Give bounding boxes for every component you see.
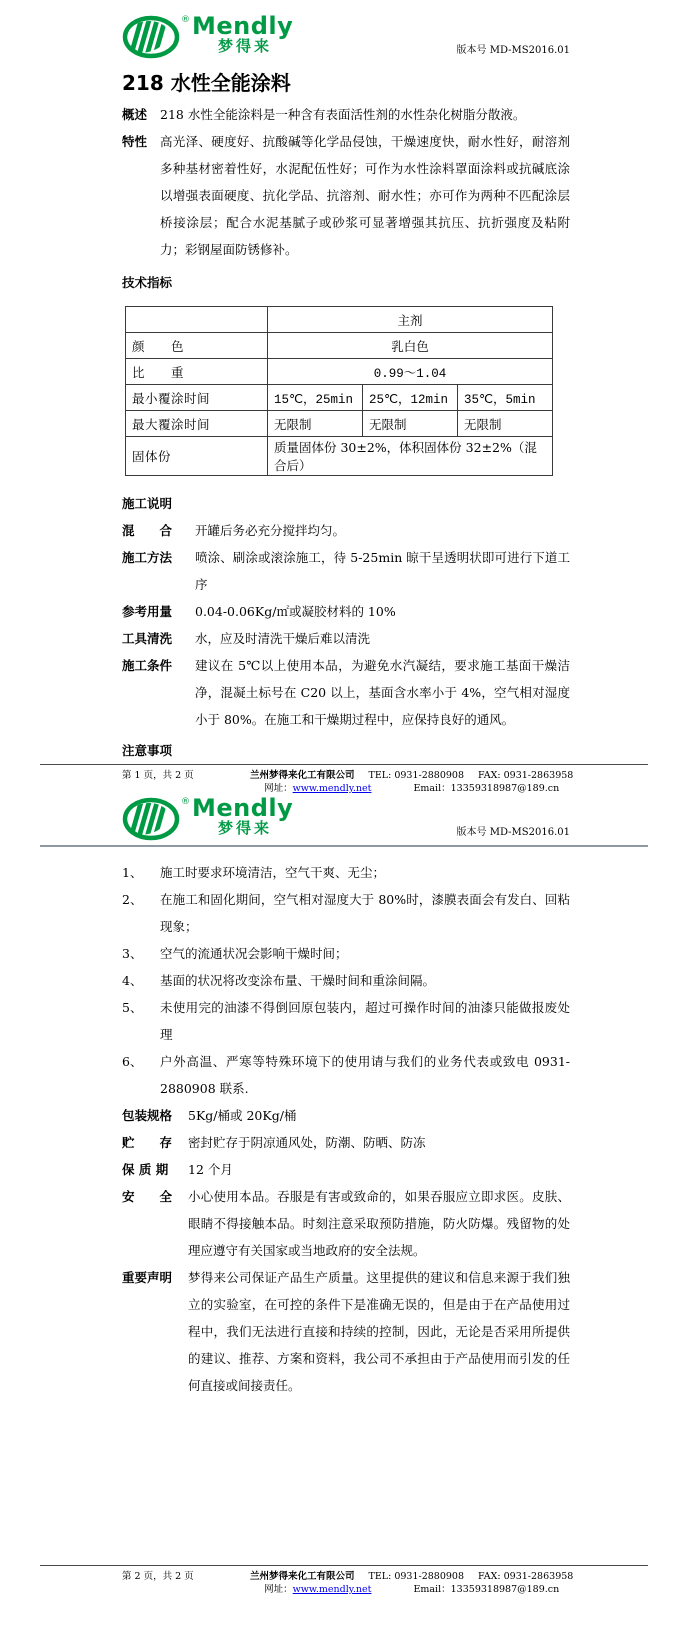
solids-value-cell: 质量固体份 30±2%，体积固体份 32±2%（混合后） <box>268 437 553 476</box>
field-packaging <box>122 1102 570 1129</box>
registered-mark: ® <box>181 797 190 807</box>
note-number: 1、 <box>122 865 143 880</box>
note-text: 在施工和固化期间，空气相对湿度大于 80%时，漆膜表面会有发白、回粘现象； <box>160 892 570 934</box>
email-row <box>413 1583 559 1596</box>
mendly-logo <box>122 12 294 59</box>
color-label-cell: 颜 色 <box>126 333 268 359</box>
gravity-label-cell: 比 重 <box>126 359 268 385</box>
field-storage <box>122 1129 570 1156</box>
construction-item-cleaning <box>122 625 570 652</box>
page-header <box>122 782 570 841</box>
storage-label: 贮 存 <box>122 1135 173 1150</box>
field-safety <box>122 1183 570 1264</box>
footer-divider <box>40 764 648 765</box>
version-label: 版本号 MD-MS2016.01 <box>456 45 570 56</box>
header-divider <box>40 845 648 847</box>
note-item-6 <box>122 1048 570 1102</box>
mendly-logo-icon <box>122 797 180 841</box>
field-disclaimer <box>122 1264 570 1399</box>
features-text: 高光泽、硬度好、抗酸碱等化学品侵蚀，干燥速度快，耐水性好，耐溶剂多种基材密着性好，水泥配伍性好；可作为水性涂料罩面涂料或抗碱底涂以增强表面硬度、抗化学品、抗溶剂、耐水性；亦可作为两种不匹配涂层桥接涂层；配合水泥基腻子或砂浆可显著增强其抗压、抗折强度及粘附力；彩钢屋面防锈修补。 <box>160 134 570 257</box>
note-number: 3、 <box>122 946 143 961</box>
page2-footer <box>122 1565 574 1638</box>
footer-company-block <box>250 1570 573 1596</box>
packaging-text: 5Kg/桶或 20Kg/桶 <box>188 1108 297 1123</box>
conditions-text: 建议在 5℃以上使用本品，为避免水汽凝结，要求施工基面干燥洁净，混凝土标号在 C20 以上，基面含水率小于 4%，空气相对湿度小于 80%。在施工和干燥期过程中，应保持良好的通风。 <box>195 658 570 727</box>
logo-text <box>192 794 294 837</box>
page-title: 218 水性全能涂料 <box>122 71 291 95</box>
main-agent-header-cell: 主剂 <box>268 307 553 333</box>
table-row-max-recoat <box>126 411 553 437</box>
note-number: 6、 <box>122 1054 143 1069</box>
color-value-cell: 乳白色 <box>268 333 553 359</box>
table-row-color <box>126 333 553 359</box>
note-text: 空气的流通状况会影响干燥时间； <box>160 946 348 961</box>
email-address: 13359318987@189.cn <box>450 783 560 794</box>
mendly-logo <box>122 794 294 841</box>
note-text: 户外高温、严寒等特殊环境下的使用请与我们的业务代表或致电 0931-2880908 联系. <box>160 1054 570 1096</box>
website-label: 网址： <box>264 783 293 794</box>
note-item-2 <box>122 886 570 940</box>
min-recoat-35c-cell: 35℃，5min <box>458 385 553 411</box>
page-1 <box>0 0 687 794</box>
mixing-text: 开罐后务必充分搅拌均匀。 <box>195 523 346 538</box>
company-name: 兰州梦得来化工有限公司 <box>250 1571 355 1582</box>
overview-row <box>122 101 570 128</box>
field-shelf-life <box>122 1156 570 1183</box>
brand-name: Mendly <box>192 12 294 40</box>
min-recoat-label-cell: 最小覆涂时间 <box>126 385 268 411</box>
tech-specs-heading: 技术指标 <box>122 275 173 290</box>
table-row-solids <box>126 437 553 476</box>
max-recoat-25c-cell: 无限制 <box>363 411 458 437</box>
version-label: 版本号 MD-MS2016.01 <box>456 827 570 838</box>
shelf-life-label: 保 质 期 <box>122 1162 169 1177</box>
construction-item-conditions <box>122 652 570 733</box>
note-number: 5、 <box>122 1000 143 1015</box>
overview-label: 概述 <box>122 107 148 122</box>
safety-text: 小心使用本品。吞服是有害或致命的，如果吞服应立即求医。皮肤、眼睛不得接触本品。时刻注意采取预防措施，防火防爆。残留物的处理应遵守有关国家或当地政府的安全法规。 <box>188 1189 570 1258</box>
cleaning-text: 水，应及时清洗干燥后难以清洗 <box>195 631 371 646</box>
construction-item-method <box>122 544 570 598</box>
max-recoat-15c-cell: 无限制 <box>268 411 363 437</box>
website-link[interactable]: www.mendly.net <box>292 783 372 794</box>
logo-text <box>192 12 294 55</box>
overview-text: 218 水性全能涂料是一种含有表面活性剂的水性杂化树脂分散液。 <box>160 107 526 122</box>
empty-cell <box>126 307 268 333</box>
cleaning-label: 工具清洗 <box>122 631 173 646</box>
note-text: 未使用完的油漆不得倒回原包装内，超过可操作时间的油漆只能做报废处理 <box>160 1000 570 1042</box>
dosage-text: 0.04-0.06Kg/㎡或凝胶材料的 10% <box>195 604 396 619</box>
note-number: 2、 <box>122 892 143 907</box>
storage-text: 密封贮存于阴凉通风处，防潮、防晒、防冻 <box>188 1135 426 1150</box>
email-label: Email： <box>413 783 451 794</box>
page-number: 第 2 页，共 2 页 <box>122 1571 194 1582</box>
company-tel: TEL: 0931-2880908 <box>368 770 465 781</box>
company-name: 兰州梦得来化工有限公司 <box>250 770 355 781</box>
safety-label: 安 全 <box>122 1189 173 1204</box>
construction-heading: 施工说明 <box>122 496 173 511</box>
company-fax: FAX: 0931-2863958 <box>478 770 574 781</box>
note-text: 基面的状况将改变涂布量、干燥时间和重涂间隔。 <box>160 973 436 988</box>
website-link[interactable]: www.mendly.net <box>292 1584 372 1595</box>
note-item-4 <box>122 967 570 994</box>
shelf-life-text: 12 个月 <box>188 1162 233 1177</box>
dosage-label: 参考用量 <box>122 604 173 619</box>
mixing-label: 混 合 <box>122 523 173 538</box>
note-text: 施工时要求环境清洁，空气干爽、无尘； <box>160 865 386 880</box>
page-number: 第 1 页，共 2 页 <box>122 770 194 781</box>
website-label: 网址： <box>264 1584 293 1595</box>
notes-heading: 注意事项 <box>122 743 173 758</box>
website-row <box>264 1583 371 1596</box>
table-row-min-recoat <box>126 385 553 411</box>
table-row-gravity <box>126 359 553 385</box>
note-item-3 <box>122 940 570 967</box>
footer-divider <box>40 1565 648 1566</box>
max-recoat-35c-cell: 无限制 <box>458 411 553 437</box>
brand-name-chinese: 梦得来 <box>218 37 273 55</box>
tech-specs-table <box>125 306 553 476</box>
note-item-1 <box>122 859 570 886</box>
registered-mark: ® <box>181 15 190 25</box>
max-recoat-label-cell: 最大覆涂时间 <box>126 411 268 437</box>
features-label: 特性 <box>122 134 148 149</box>
email-address: 13359318987@189.cn <box>450 1584 560 1595</box>
gravity-value-cell: 0.99～1.04 <box>268 359 553 385</box>
min-recoat-25c-cell: 25℃，12min <box>363 385 458 411</box>
company-fax: FAX: 0931-2863958 <box>478 1571 574 1582</box>
page-header <box>122 0 570 59</box>
conditions-label: 施工条件 <box>122 658 173 673</box>
construction-item-mixing <box>122 517 570 544</box>
mendly-logo-icon <box>122 15 180 59</box>
note-item-5 <box>122 994 570 1048</box>
brand-name: Mendly <box>192 794 294 822</box>
construction-item-dosage <box>122 598 570 625</box>
brand-name-chinese: 梦得来 <box>218 819 273 837</box>
method-label: 施工方法 <box>122 550 173 565</box>
disclaimer-text: 梦得来公司保证产品生产质量。这里提供的建议和信息来源于我们独立的实验室，在可控的条件下是准确无误的，但是由于在产品使用过程中，我们无法进行直接和持续的控制，因此，无论是否采用所提供的建议、推荐、方案和资料，我公司不承担由于产品使用而引发的任何直接或间接责任。 <box>188 1270 570 1393</box>
method-text: 喷涂、刷涂或滚涂施工，待 5-25min 晾干呈透明状即可进行下道工序 <box>195 550 570 592</box>
company-tel: TEL: 0931-2880908 <box>368 1571 465 1582</box>
features-row <box>122 128 570 263</box>
page-2 <box>0 782 687 1638</box>
note-number: 4、 <box>122 973 143 988</box>
disclaimer-label: 重要声明 <box>122 1270 173 1285</box>
min-recoat-15c-cell: 15℃，25min <box>268 385 363 411</box>
solids-label-cell: 固体份 <box>126 437 268 476</box>
table-row-header <box>126 307 553 333</box>
email-label: Email： <box>413 1584 451 1595</box>
notes-list <box>122 859 570 1102</box>
packaging-label: 包装规格 <box>122 1108 173 1123</box>
